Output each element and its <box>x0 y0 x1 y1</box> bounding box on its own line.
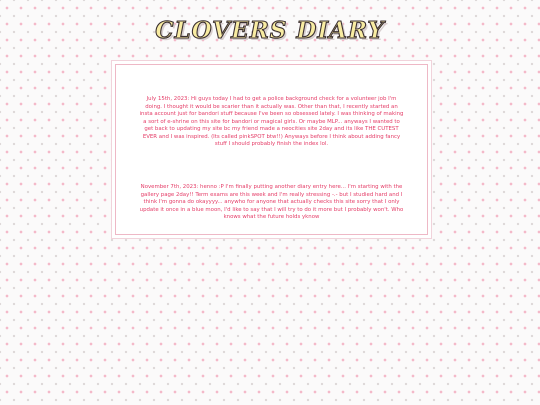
site-title: CLOVERS DIARY <box>155 17 385 44</box>
diary-entry: July 15th, 2023: Hi guys today I had to get a police background check for a volunteer job I'm doing. I thought it would be scarier than it actually was. Other than that, I recently started an insta account just for bandori stuff because I've been so obsessed lately. I was thinking of making a sort of e-shrine on this site for bandori or magical girls. Or maybe MLP... anyways I wanted to get back to updating my site bc my friend made a neocities site 2day and its like THE CUTEST EVER and I was inspired. (Its called pinkSPOT btw!!) Anyways before I think about adding fancy stuff I should probably finish the index lol. <box>139 96 404 147</box>
diary-panel <box>115 64 428 235</box>
diary-entry: November 7th, 2023: henno :P I'm finally putting another diary entry here... I'm starting with the gallery page 2day!! Term exams are this week and I'm really stressing -.- but I studied hard and I think I'm gonna do okayyyy... anywho for anyone that actually checks this site sorry that I only update it once in a blue moon, I'd like to say that I will try to do it more but I probably won't. Who knows what the future holds yknow <box>139 184 404 220</box>
